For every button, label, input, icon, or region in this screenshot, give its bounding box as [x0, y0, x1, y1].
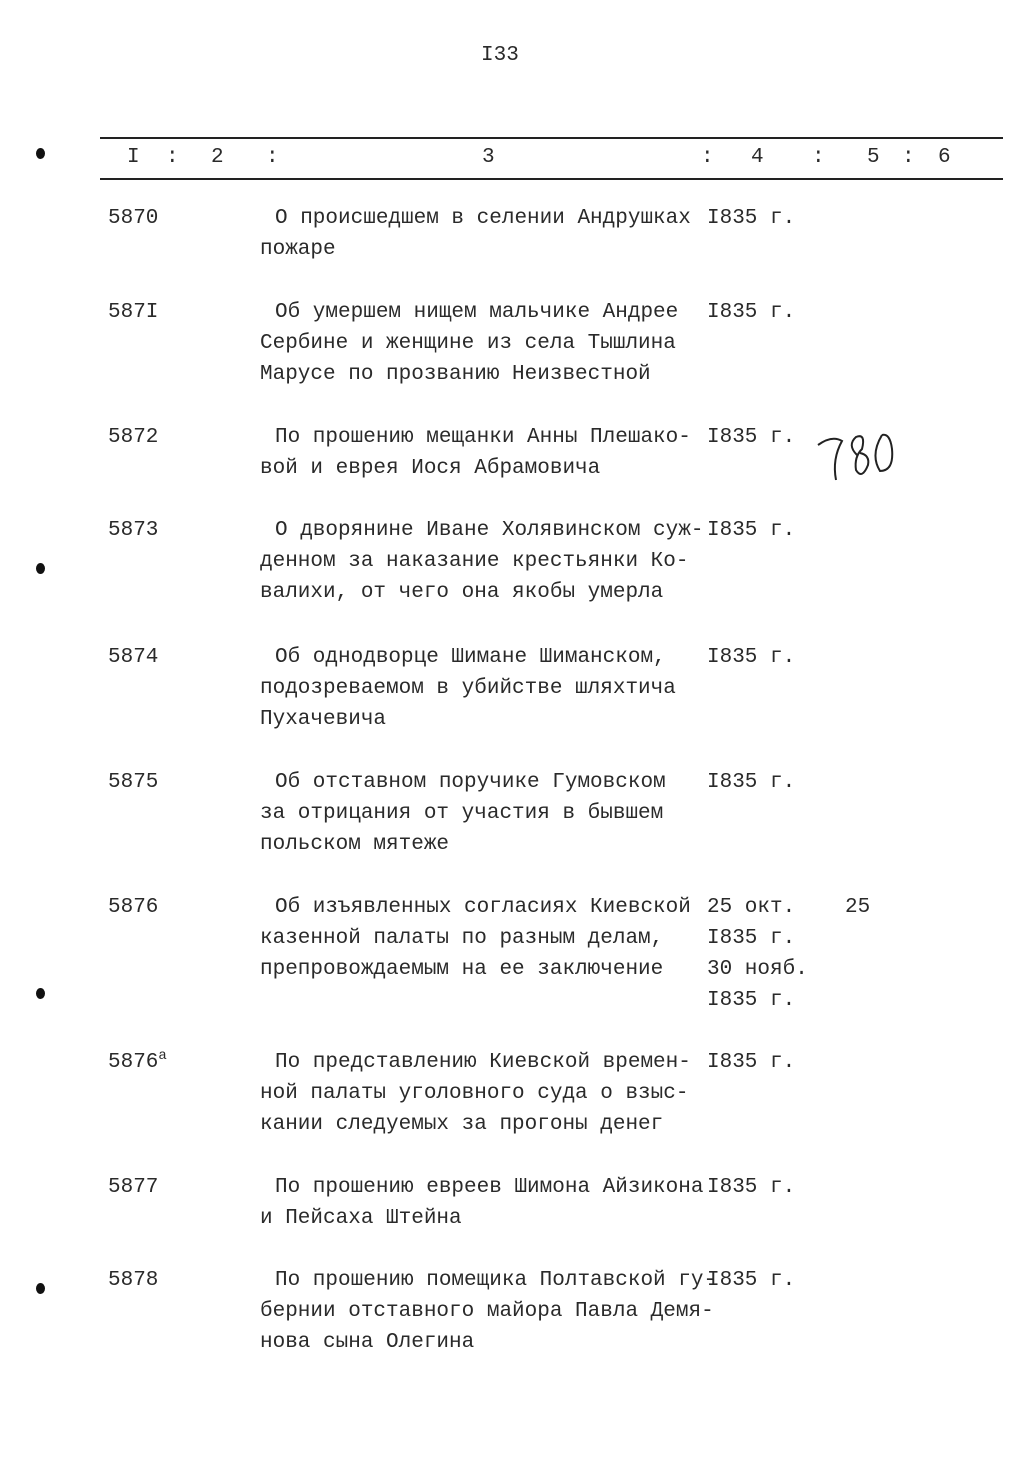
- description-line: О происшедшем в селении Андрушках: [275, 207, 691, 230]
- description-line: препровождаемым на ее заключение: [260, 958, 664, 981]
- date-line: I835 г.: [707, 301, 796, 324]
- description-line: О дворянине Иване Холявинском суж-: [275, 519, 704, 542]
- punch-hole: [36, 563, 45, 574]
- header-bottom-rule: [100, 178, 1003, 180]
- header-top-rule: [100, 137, 1003, 139]
- record-number: [108, 892, 158, 923]
- record-number-text: 5874: [108, 646, 159, 669]
- record-number-text: 5870: [108, 207, 159, 230]
- record-description: [260, 297, 678, 390]
- description-line: По представлению Киевской времен-: [275, 1051, 691, 1074]
- description-line: казенной палаты по разным делам,: [260, 927, 664, 950]
- record-description: [260, 1047, 691, 1140]
- description-line: Об умершем нищем мальчике Андрее: [275, 301, 679, 324]
- record-dates: [707, 422, 795, 453]
- description-line: ной палаты уголовного суда о взыс-: [260, 1082, 689, 1105]
- record-number: [108, 1047, 167, 1078]
- record-dates: [707, 1265, 795, 1296]
- header-col2: 2: [211, 146, 224, 169]
- date-line: I835 г.: [707, 207, 796, 230]
- record-number: [108, 422, 158, 453]
- record-dates: [707, 767, 795, 798]
- header-separator: :: [266, 146, 279, 169]
- record-number-text: 5877: [108, 1176, 159, 1199]
- description-line: польском мятеже: [260, 833, 450, 856]
- record-number: [108, 1172, 158, 1203]
- description-line: денном за наказание крестьянки Ко-: [260, 550, 689, 573]
- record-number: [108, 767, 158, 798]
- header-separator: :: [812, 146, 825, 169]
- punch-hole: [36, 148, 45, 159]
- header-separator: :: [701, 146, 714, 169]
- record-description: [260, 422, 691, 484]
- punch-hole: [36, 1283, 45, 1294]
- record-number-text: 5872: [108, 426, 159, 449]
- handwritten-780-mark: [812, 425, 902, 495]
- record-description: [260, 892, 691, 985]
- record-description: [260, 1265, 716, 1358]
- record-number-text: 5875: [108, 771, 159, 794]
- description-line: вой и еврея Иося Абрамовича: [260, 457, 601, 480]
- record-dates: [707, 892, 808, 1016]
- description-line: нова сына Олегина: [260, 1331, 475, 1354]
- header-col6: 6: [938, 146, 951, 169]
- record-number: [108, 515, 158, 546]
- punch-hole: [36, 988, 45, 999]
- sheet-count: 25: [845, 896, 871, 919]
- date-line: I835 г.: [707, 989, 796, 1012]
- date-line: 25 окт.: [707, 896, 796, 919]
- date-line: I835 г.: [707, 1051, 796, 1074]
- record-description: [260, 642, 676, 735]
- description-line: Об изъявленных согласиях Киевской: [275, 896, 691, 919]
- description-line: По прошению мещанки Анны Плешако-: [275, 426, 691, 449]
- page-number: I33: [481, 44, 519, 67]
- record-number: [108, 642, 158, 673]
- description-line: пожаре: [260, 238, 336, 261]
- description-line: валихи, от чего она якобы умерла: [260, 581, 664, 604]
- record-number-suffix: а: [158, 1048, 167, 1064]
- description-line: По прошению евреев Шимона Айзикона: [275, 1176, 704, 1199]
- date-line: I835 г.: [707, 1269, 796, 1292]
- description-line: бернии отставного майора Павла Демя-: [260, 1300, 714, 1323]
- date-line: 30 нояб.: [707, 958, 808, 981]
- header-col5: 5: [867, 146, 880, 169]
- record-description: [260, 203, 691, 265]
- header-col1: I: [127, 146, 140, 169]
- header-col4: 4: [751, 146, 764, 169]
- description-line: за отрицания от участия в бывшем: [260, 802, 664, 825]
- date-line: I835 г.: [707, 426, 796, 449]
- record-number: [108, 203, 158, 234]
- record-number-text: 5876: [108, 1051, 159, 1074]
- header-separator: :: [166, 146, 179, 169]
- record-description: [260, 1172, 703, 1234]
- description-line: Об отставном поручике Гумовском: [275, 771, 666, 794]
- date-line: I835 г.: [707, 1176, 796, 1199]
- record-number: [108, 1265, 158, 1296]
- record-number-text: 587I: [108, 301, 159, 324]
- header-col3: 3: [482, 146, 495, 169]
- date-line: I835 г.: [707, 519, 796, 542]
- date-line: I835 г.: [707, 771, 796, 794]
- description-line: Сербине и женщине из села Тышлина: [260, 332, 676, 355]
- description-line: По прошению помещика Полтавской гу-: [275, 1269, 717, 1292]
- record-dates: [707, 203, 795, 234]
- description-line: Об однодворце Шимане Шиманском,: [275, 646, 666, 669]
- description-line: подозреваемом в убийстве шляхтича: [260, 677, 676, 700]
- record-description: [260, 767, 666, 860]
- record-dates: [707, 1047, 795, 1078]
- handwritten-note: [812, 425, 902, 502]
- record-number-text: 5876: [108, 896, 159, 919]
- record-dates: [707, 297, 795, 328]
- description-line: Пухачевича: [260, 708, 387, 731]
- record-number-text: 5878: [108, 1269, 159, 1292]
- record-dates: [707, 642, 795, 673]
- record-number: [108, 297, 158, 328]
- date-line: I835 г.: [707, 927, 796, 950]
- record-description: [260, 515, 703, 608]
- description-line: и Пейсаха Штейна: [260, 1207, 462, 1230]
- record-dates: [707, 1172, 795, 1203]
- record-number-text: 5873: [108, 519, 159, 542]
- date-line: I835 г.: [707, 646, 796, 669]
- record-dates: [707, 515, 795, 546]
- description-line: Марусе по прозванию Неизвестной: [260, 363, 651, 386]
- description-line: кании следуемых за прогоны денег: [260, 1113, 664, 1136]
- header-separator: :: [902, 146, 915, 169]
